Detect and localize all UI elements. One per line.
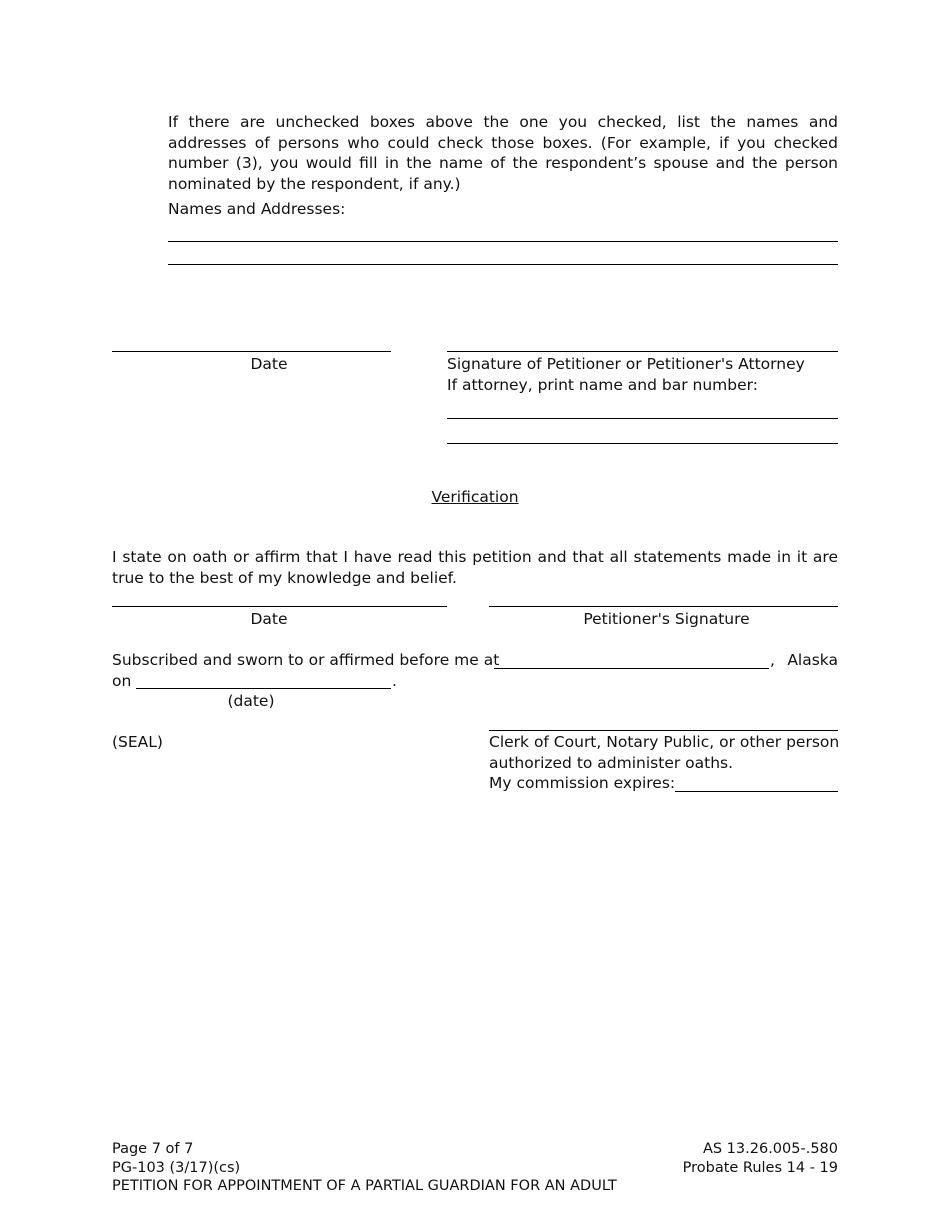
clerk-signature-line[interactable]	[489, 730, 838, 731]
commission-expires-line[interactable]	[675, 791, 838, 792]
clerk-line-2: authorized to administer oaths.	[489, 754, 734, 772]
petitioner-signature-label: Petitioner's Signature	[583, 610, 750, 628]
location-line[interactable]	[494, 668, 769, 669]
subscribed-text: Subscribed and sworn to or affirmed before me at	[112, 651, 500, 669]
names-addresses-line-2[interactable]	[168, 264, 838, 265]
on-label: on	[112, 672, 132, 690]
state-label: Alaska	[787, 651, 838, 669]
seal-label: (SEAL)	[112, 733, 163, 751]
footer-left	[112, 1140, 617, 1196]
footer-page: Page 7 of 7	[112, 1141, 194, 1157]
verification-heading: Verification	[431, 488, 519, 506]
footer-statute: AS 13.26.005-.580	[702, 1141, 838, 1157]
verification-date-label: Date	[250, 610, 288, 628]
oath-paragraph: I state on oath or affirm that I have read this petition and that all statements made in it are true to the best of my knowledge and belief.	[112, 548, 838, 587]
date-hint: (date)	[227, 692, 275, 710]
footer-right	[588, 1140, 838, 1177]
sworn-date-period: .	[392, 672, 397, 690]
commission-expires-label: My commission expires:	[489, 774, 676, 792]
footer-form-number: PG-103 (3/17)(cs)	[112, 1159, 241, 1176]
date-label: Date	[250, 355, 288, 373]
instructions-paragraph: If there are unchecked boxes above the one you checked, list the names and addresses of persons who could check those boxes. (For example, if you checked number (3), you would fill in the name of the respondent’s spouse and the person nominated by the respondent, if any.)	[168, 113, 838, 193]
attorney-name-line[interactable]	[447, 418, 838, 419]
petitioner-verification-signature-line[interactable]	[489, 606, 838, 607]
attorney-label: If attorney, print name and bar number:	[447, 376, 758, 394]
verification-date-line[interactable]	[112, 606, 447, 607]
clerk-line-1: Clerk of Court, Notary Public, or other person	[489, 733, 840, 751]
names-addresses-label: Names and Addresses:	[168, 200, 346, 218]
petitioner-signature-line[interactable]	[447, 351, 838, 352]
attorney-bar-line[interactable]	[447, 443, 838, 444]
location-comma: ,	[770, 651, 775, 669]
signature-label: Signature of Petitioner or Petitioner's Attorney	[447, 355, 805, 373]
footer-rules: Probate Rules 14 - 19	[682, 1159, 838, 1176]
sworn-date-line[interactable]	[136, 688, 391, 689]
date-signature-line[interactable]	[112, 351, 391, 352]
footer-form-title: PETITION FOR APPOINTMENT OF A PARTIAL GUARDIAN FOR AN ADULT	[112, 1178, 617, 1194]
names-addresses-line-1[interactable]	[168, 241, 838, 242]
